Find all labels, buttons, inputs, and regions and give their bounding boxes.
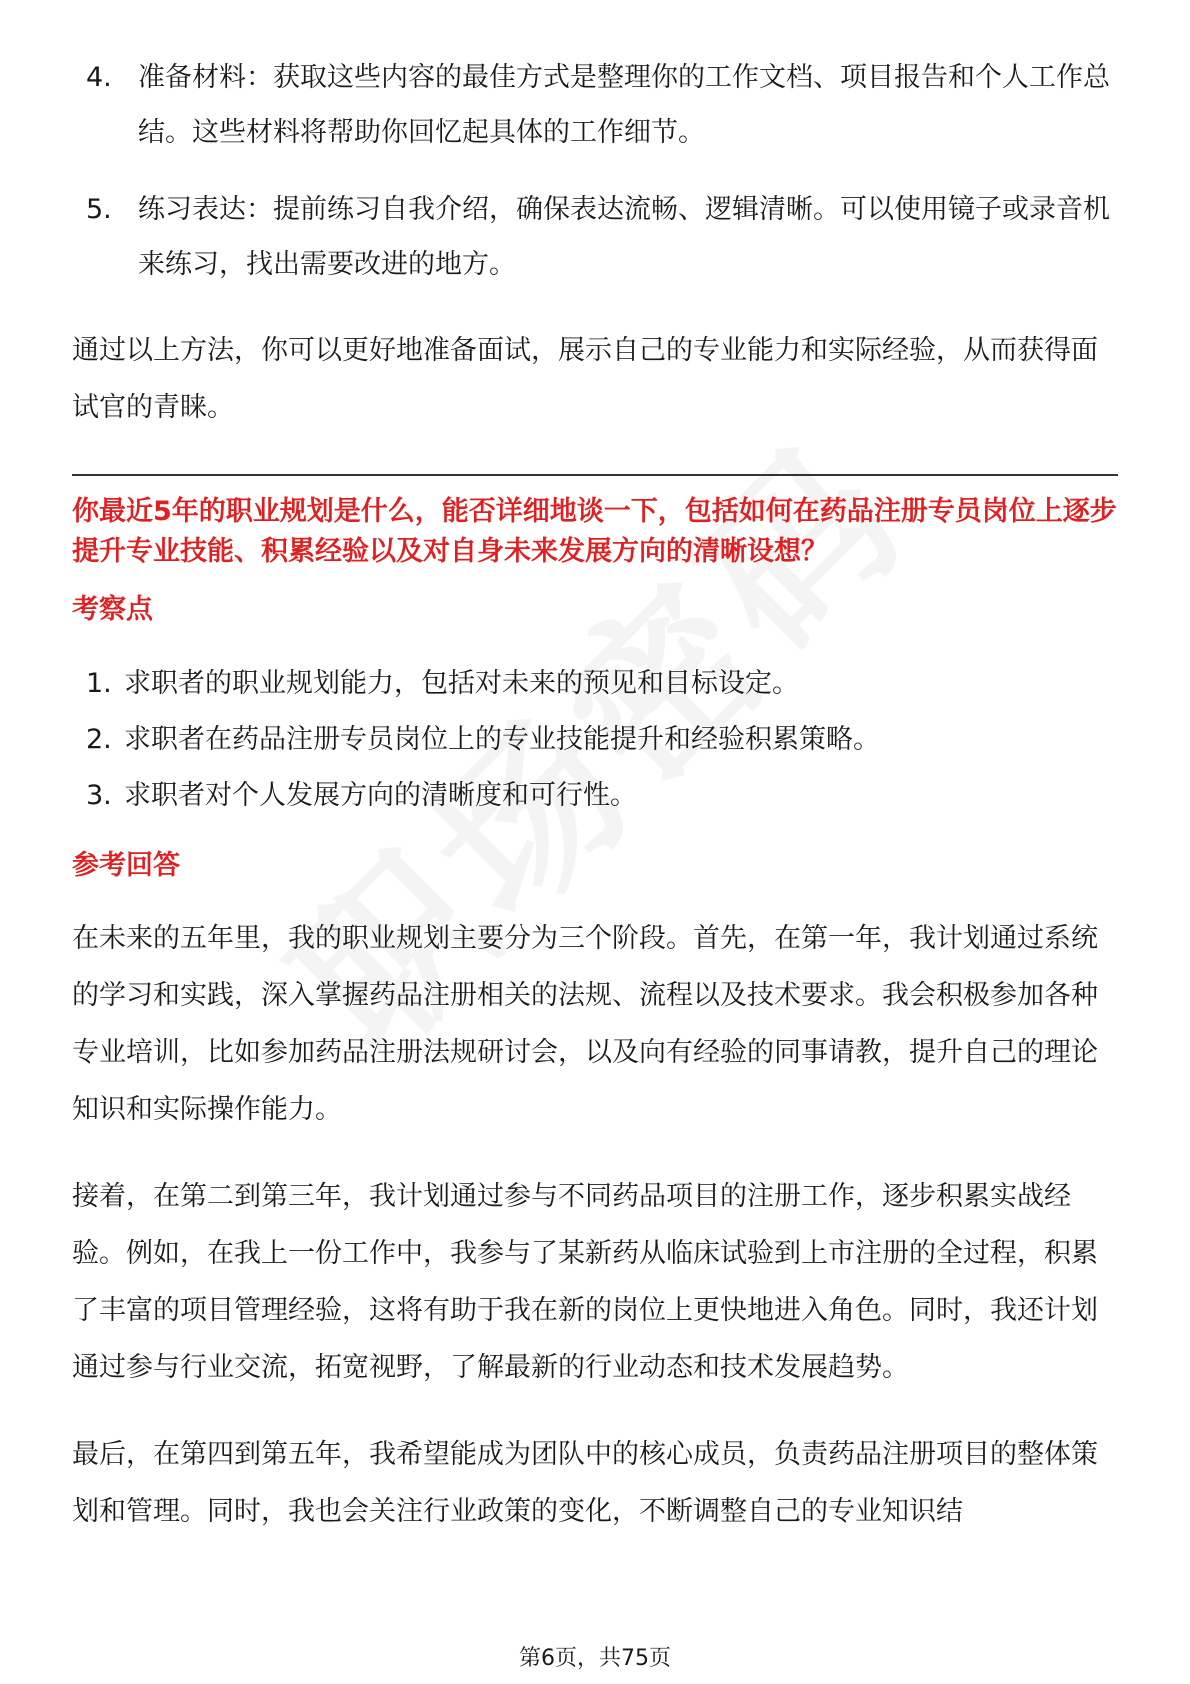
list-item-text: 准备材料：获取这些内容的最佳方式是整理你的工作文档、项目报告和个人工作总结。这些材料将帮助你回忆起具体的工作细节。 — [138, 62, 1110, 148]
list-item-text: 求职者在药品注册专员岗位上的专业技能提升和经验积累策略。 — [124, 724, 880, 755]
list-item-number: 5. — [86, 194, 112, 225]
list-item — [86, 50, 1118, 160]
points-list — [72, 656, 1118, 824]
section-divider — [72, 474, 1118, 476]
list-item — [86, 712, 1118, 768]
list-item — [86, 768, 1118, 824]
list-item-text: 求职者的职业规划能力，包括对未来的预见和目标设定。 — [124, 668, 799, 699]
previous-list — [72, 50, 1118, 292]
points-heading: 考察点 — [72, 594, 153, 625]
list-item — [86, 182, 1118, 292]
answer-paragraph: 接着，在第二到第三年，我计划通过参与不同药品项目的注册工作，逐步积累实战经验。例如，在我上一份工作中，我参与了某新药从临床试验到上市注册的全过程，积累了丰富的项目管理经验，这将有助于我在新的岗位上更快地进入角色。同时，我还计划通过参与行业交流，拓宽视野，了解最新的行业动态和技术发展趋势。 — [72, 1181, 1098, 1383]
answer-heading: 参考回答 — [72, 850, 180, 881]
interview-question: 你最近5年的职业规划是什么，能否详细地谈一下，包括如何在药品注册专员岗位上逐步提升专业技能、积累经验以及对自身未来发展方向的清晰设想？ — [72, 496, 1117, 567]
list-item-number: 4. — [86, 62, 112, 93]
list-item-number: 2. — [86, 724, 112, 755]
page-content — [72, 50, 1118, 1540]
list-item-number: 1. — [86, 668, 112, 699]
list-item-number: 3. — [86, 780, 112, 811]
list-item — [86, 656, 1118, 712]
answer-paragraph: 在未来的五年里，我的职业规划主要分为三个阶段。首先，在第一年，我计划通过系统的学习和实践，深入掌握药品注册相关的法规、流程以及技术要求。我会积极参加各种专业培训，比如参加药品注册法规研讨会，以及向有经验的同事请教，提升自己的理论知识和实际操作能力。 — [72, 923, 1098, 1125]
page-footer: 第6页，共75页 — [519, 1646, 671, 1671]
answer-body — [72, 910, 1118, 1540]
list-item-text: 练习表达：提前练习自我介绍，确保表达流畅、逻辑清晰。可以使用镜子或录音机来练习，找出需要改进的地方。 — [138, 194, 1110, 280]
summary-paragraph: 通过以上方法，你可以更好地准备面试，展示自己的专业能力和实际经验，从而获得面试官的青睐。 — [72, 335, 1098, 423]
list-item-text: 求职者对个人发展方向的清晰度和可行性。 — [124, 780, 637, 811]
answer-paragraph: 最后，在第四到第五年，我希望能成为团队中的核心成员，负责药品注册项目的整体策划和管理。同时，我也会关注行业政策的变化，不断调整自己的专业知识结 — [72, 1439, 1098, 1527]
